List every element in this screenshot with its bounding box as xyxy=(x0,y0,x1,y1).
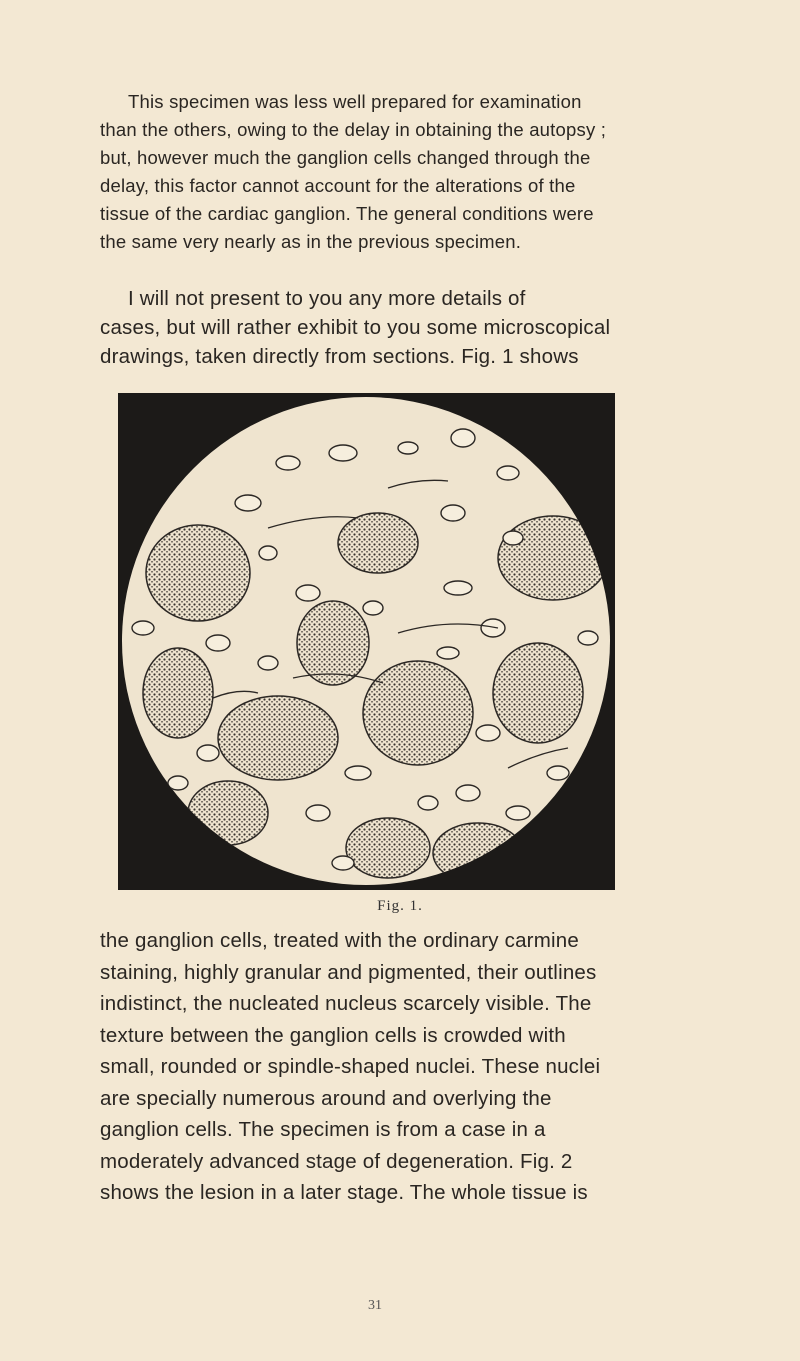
text-line: tissue of the cardiac ganglion. The general conditions were xyxy=(100,203,594,224)
text-line: I will not present to you any more details of xyxy=(128,287,526,310)
text-line: This specimen was less well prepared for examination xyxy=(128,91,582,112)
text-line: are specially numerous around and overlying the xyxy=(100,1086,552,1110)
text-line: but, however much the ganglion cells changed through the xyxy=(100,147,591,168)
paragraph-2 xyxy=(100,284,720,371)
text-line: the same very nearly as in the previous specimen. xyxy=(100,231,522,252)
text-line: texture between the ganglion cells is crowded with xyxy=(100,1023,566,1047)
page-number: 31 xyxy=(368,1298,382,1313)
text-line: cases, but will rather exhibit to you some microscopical xyxy=(100,316,611,339)
text-line: drawings, taken directly from sections. Fig. 1 shows xyxy=(100,345,579,368)
text-line: moderately advanced stage of degeneration. Fig. 2 xyxy=(100,1149,573,1173)
text-line: indistinct, the nucleated nucleus scarcely visible. The xyxy=(100,992,592,1015)
figure-caption: Fig. 1. xyxy=(377,898,423,914)
text-line: ganglion cells. The specimen is from a case in a xyxy=(100,1118,546,1141)
text-line: shows the lesion in a later stage. The whole tissue is xyxy=(100,1181,588,1204)
microscope-illustration xyxy=(118,393,615,890)
text-line: the ganglion cells, treated with the ordinary carmine xyxy=(100,929,579,952)
text-line: delay, this factor cannot account for the alterations of the xyxy=(100,175,576,196)
paragraph-3 xyxy=(100,925,720,1209)
text-line: small, rounded or spindle-shaped nuclei. These nuclei xyxy=(100,1055,601,1078)
text-line: than the others, owing to the delay in obtaining the autopsy ; xyxy=(100,119,607,140)
text-line: staining, highly granular and pigmented, their outlines xyxy=(100,960,597,984)
microscope-slide-drawing xyxy=(118,393,615,890)
paragraph-1 xyxy=(100,88,720,256)
